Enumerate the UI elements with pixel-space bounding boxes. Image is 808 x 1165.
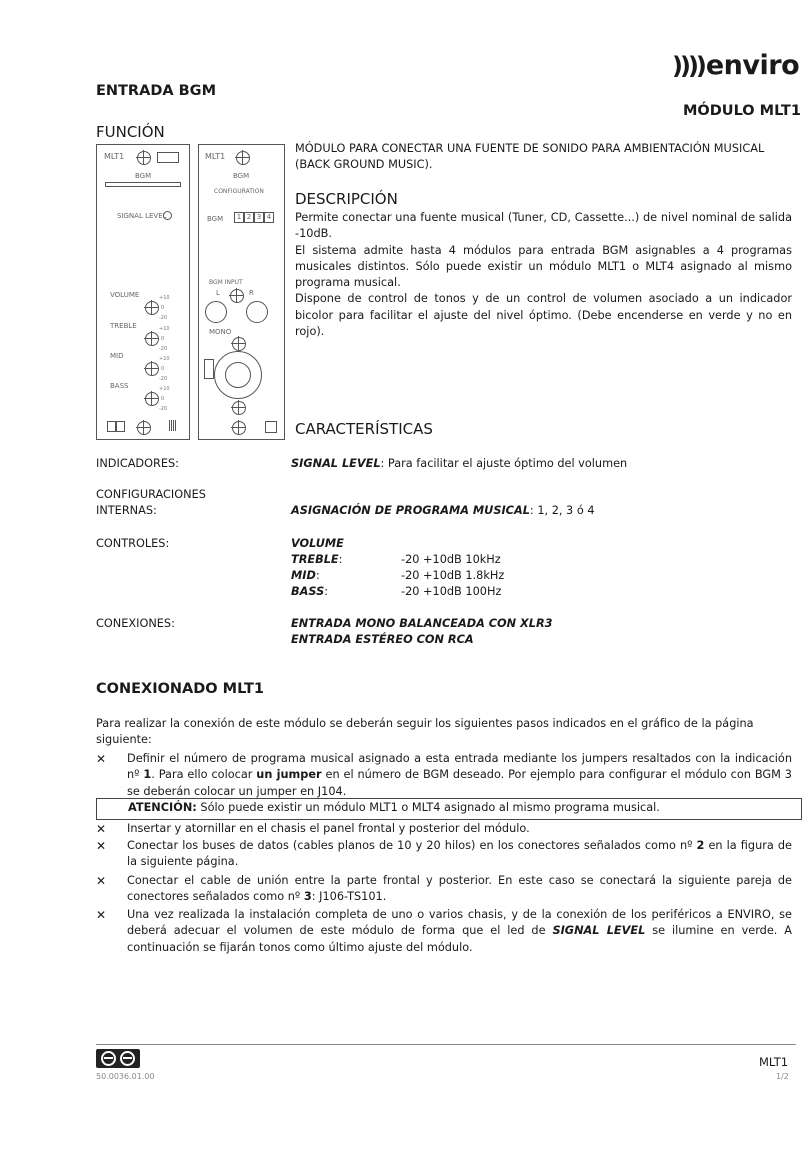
section-title: ENTRADA BGM <box>96 83 217 99</box>
front-panel-drawing <box>96 144 190 440</box>
text: Definir el número de programa musical asignado a esta entrada mediante los jumpers resaltados con la indicación nº <box>127 752 792 782</box>
enviro-logo-mark-icon: )))) <box>672 52 704 80</box>
signal-level-term: SIGNAL LEVEL <box>552 924 646 938</box>
config-label-1: CONFIGURACIONES <box>96 488 206 501</box>
callout-number: 3 <box>303 890 312 904</box>
attention-box <box>96 798 802 820</box>
scale-label: 0 <box>161 366 165 372</box>
treble-label: TREBLE <box>110 322 137 330</box>
text: en el número de BGM deseado. Por ejemplo para configurar el módulo con BGM 3 se deberán colocar un jumper en J104. <box>127 768 792 798</box>
text: . Para ello colocar <box>151 768 257 782</box>
scale-label: -20 <box>159 376 168 382</box>
bass-row <box>291 584 328 600</box>
controles-label: CONTROLES: <box>96 537 170 550</box>
ee-logo-icon <box>96 1049 140 1068</box>
front-panel-display <box>157 152 179 163</box>
front-panel-name: BGM <box>135 172 152 180</box>
callout-number: 2 <box>696 839 705 852</box>
page-number: 1/2 <box>776 1072 789 1081</box>
conexionado-intro: Para realizar la conexión de este módulo se deberán seguir los siguientes pasos indicados en el gráfico de la página siguiente: <box>96 717 754 747</box>
left-label: L <box>216 289 220 297</box>
signal-level-term: SIGNAL LEVEL <box>291 457 381 470</box>
cross-bullet-icon: ✕ <box>96 908 107 922</box>
xlr-inner-icon <box>225 362 251 388</box>
conexion-1: ENTRADA MONO BALANCEADA CON XLR3 <box>291 617 553 630</box>
descripcion-p1: Permite conectar una fuente musical (Tuner, CD, Cassette...) de nivel nominal de salida -10dB. <box>295 211 792 241</box>
text: en la figura de la siguiente página. <box>127 839 792 869</box>
rca-right-icon <box>246 301 268 323</box>
screw-icon <box>137 421 151 435</box>
scale-label: +10 <box>159 295 170 301</box>
ground-terminal-icon <box>265 421 277 433</box>
doc-code: 50.0036.01.00 <box>96 1072 155 1081</box>
logo-text: enviro <box>705 50 800 81</box>
mid-label: MID <box>110 352 124 360</box>
text: Sólo puede existir un módulo MLT1 o MLT4 asignado al mismo programa musical. <box>196 801 660 814</box>
colon: : <box>324 585 329 598</box>
signal-level-label: SIGNAL LEVEL <box>117 212 167 220</box>
step-5 <box>96 907 792 956</box>
descripcion-p2: El sistema admite hasta 4 módulos para entrada BGM asignables a 4 programas musicales distintos. Sólo puede existir un módulo MLT1 o MLT4 asignado al mismo programa musical. <box>295 243 792 290</box>
attention-text <box>97 799 801 816</box>
volume-term: VOLUME <box>291 537 344 550</box>
enviro-logo <box>672 50 799 81</box>
screw-icon <box>232 421 246 435</box>
rear-panel-name: BGM <box>233 172 250 180</box>
treble-row <box>291 552 342 568</box>
step-4 <box>96 873 792 906</box>
scale-label: -20 <box>159 346 168 352</box>
text: se ilumine en verde. A continuación se fijarán tonos como último ajuste del módulo. <box>127 924 793 954</box>
text: Conectar los buses de datos (cables planos de 10 y 20 hilos) en los conectores señalados como nº <box>127 839 697 852</box>
scale-label: 0 <box>161 305 165 311</box>
text: : J106-TS101. <box>311 890 387 904</box>
asignacion-desc: : 1, 2, 3 ó 4 <box>529 504 595 517</box>
bgm-input-label: BGM INPUT <box>209 279 243 286</box>
asignacion-term: ASIGNACIÓN DE PROGRAMA MUSICAL <box>291 504 530 517</box>
caracteristicas-heading: CARACTERÍSTICAS <box>295 420 433 438</box>
descripcion-p3: Dispone de control de tonos y de un control de volumen asociado a un indicador bicolor para facilitar el ajuste del nivel óptimo. (Debe encenderse en verde y no en rojo). <box>295 292 792 339</box>
step-3-text <box>127 838 792 871</box>
descripcion-body <box>295 210 792 340</box>
step-3 <box>96 838 792 871</box>
rear-panel-model: MLT1 <box>205 152 226 161</box>
colon: : <box>338 553 343 566</box>
step-2-text: Insertar y atornillar en el chasis el panel frontal y posterior del módulo. <box>127 822 530 835</box>
cross-bullet-icon: ✕ <box>96 752 107 766</box>
scale-label: -20 <box>159 315 168 321</box>
bass-knob-icon <box>145 392 159 406</box>
conexiones-label: CONEXIONES: <box>96 617 175 630</box>
screw-icon <box>230 289 244 303</box>
rca-left-icon <box>205 301 227 323</box>
indicadores-desc: : Para facilitar el ajuste óptimo del volumen <box>380 457 628 470</box>
program-switch-3: 3 <box>254 212 264 223</box>
treble-term: TREBLE <box>291 553 339 566</box>
screw-icon <box>232 401 246 415</box>
screw-icon <box>232 337 246 351</box>
funcion-heading: FUNCIÓN <box>96 123 165 141</box>
footer-model: MLT1 <box>759 1055 789 1069</box>
xlr-latch-icon <box>204 359 214 379</box>
attention-label: ATENCIÓN: <box>128 801 197 814</box>
front-panel-model: MLT1 <box>104 152 125 161</box>
front-panel-slot <box>105 182 181 187</box>
right-label: R <box>249 289 254 297</box>
cross-bullet-icon: ✕ <box>96 822 107 836</box>
callout-number: 1 <box>143 768 152 782</box>
mid-row <box>291 568 320 584</box>
step-2 <box>96 821 792 837</box>
config-value <box>291 503 595 519</box>
cross-bullet-icon: ✕ <box>96 874 107 888</box>
funcion-text: MÓDULO PARA CONECTAR UNA FUENTE DE SONIDO PARA AMBIENTACIÓN MUSICAL (BACK GROUND MUSIC). <box>295 142 765 172</box>
bass-value: -20 +10dB 100Hz <box>401 585 502 598</box>
conexionado-heading: CONEXIONADO MLT1 <box>96 681 264 697</box>
mid-knob-icon <box>145 362 159 376</box>
footer-divider <box>96 1044 796 1045</box>
vent-icon <box>169 420 177 431</box>
connector-icon <box>107 421 125 432</box>
program-switch-1: 1 <box>234 212 244 223</box>
text: Una vez realizada la instalación completa de uno o varios chasis, y de la conexión de los periféricos a ENVIRO, se deberá adecuar el volumen de este módulo de forma que el led de <box>127 908 792 938</box>
scale-label: -20 <box>159 406 168 412</box>
colon: : <box>315 569 320 582</box>
scale-label: +10 <box>159 356 170 362</box>
config-label-2: INTERNAS: <box>96 504 157 517</box>
conexion-2: ENTRADA ESTÉREO CON RCA <box>291 633 474 646</box>
indicadores-value <box>291 456 627 472</box>
program-switch-4: 4 <box>264 212 274 223</box>
mid-term: MID <box>291 569 316 582</box>
rear-panel-drawing <box>198 144 285 440</box>
screw-icon <box>137 151 151 165</box>
cross-bullet-icon: ✕ <box>96 839 107 853</box>
program-switch-2: 2 <box>244 212 254 223</box>
step-4-text <box>127 873 792 906</box>
signal-led-icon <box>163 211 172 220</box>
config-prefix-label: BGM <box>207 215 224 223</box>
step-1 <box>96 751 792 800</box>
indicadores-label: INDICADORES: <box>96 457 179 470</box>
volume-knob-icon <box>145 301 159 315</box>
screw-icon <box>236 151 250 165</box>
treble-knob-icon <box>145 332 159 346</box>
scale-label: 0 <box>161 396 165 402</box>
module-title: MÓDULO MLT1 <box>683 103 801 119</box>
mono-label: MONO <box>209 328 232 336</box>
volume-label: VOLUME <box>110 291 140 299</box>
step-5-text <box>127 907 792 956</box>
bass-label: BASS <box>110 382 129 390</box>
emphasis: un jumper <box>256 768 322 782</box>
text: Conectar el cable de unión entre la parte frontal y posterior. En este caso se conectará la siguiente pareja de conectores señalados como nº <box>127 874 792 904</box>
treble-value: -20 +10dB 10kHz <box>401 553 501 566</box>
step-1-text <box>127 751 792 800</box>
descripcion-heading: DESCRIPCIÓN <box>295 190 398 208</box>
mid-value: -20 +10dB 1.8kHz <box>401 569 505 582</box>
scale-label: +10 <box>159 386 170 392</box>
configuration-label: CONFIGURATION <box>214 188 264 195</box>
scale-label: 0 <box>161 336 165 342</box>
bass-term: BASS <box>291 585 325 598</box>
scale-label: +10 <box>159 326 170 332</box>
